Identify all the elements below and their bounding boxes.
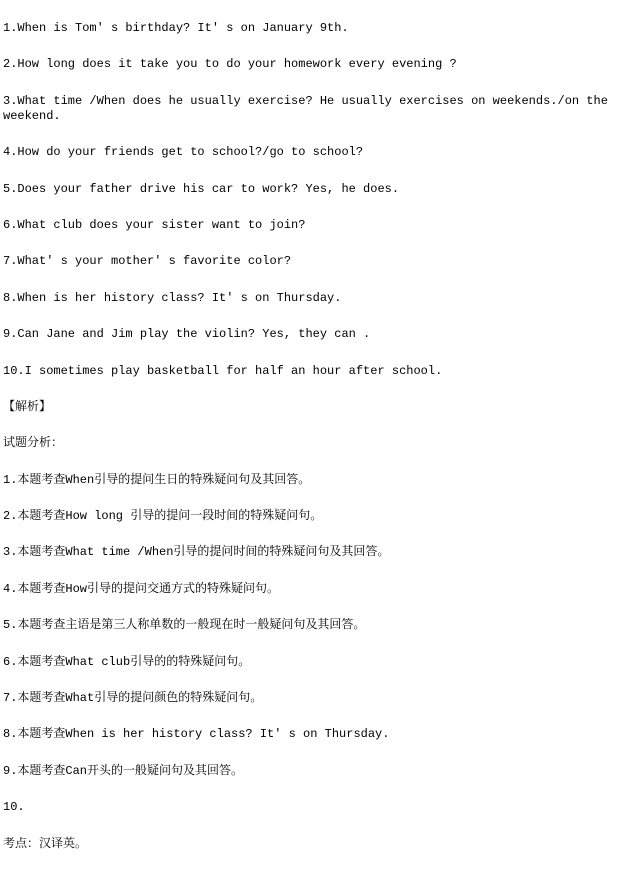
analysis-item-10: 10. bbox=[3, 800, 25, 815]
analysis-item-1: 1.本题考查When引导的提问生日的特殊疑问句及其回答。 bbox=[3, 472, 311, 487]
question-line-3: 3.What time /When does he usually exercise? He usually exercises on weekends./on the weekend. bbox=[3, 93, 608, 123]
analysis-item-2: 2.本题考查How long 引导的提问一段时间的特殊疑问句。 bbox=[3, 509, 323, 524]
question-line-8: 8.When is her history class? It' s on Thursday. bbox=[3, 290, 342, 305]
analysis-subheader: 试题分析： bbox=[3, 436, 64, 451]
analysis-item-4: 4.本题考查How引导的提问交通方式的特殊疑问句。 bbox=[3, 581, 280, 596]
question-line-2: 2.How long does it take you to do your homework every evening ? bbox=[3, 57, 457, 72]
question-line-4: 4.How do your friends get to school?/go to school? bbox=[3, 145, 364, 160]
analysis-header: 【解析】 bbox=[3, 399, 52, 414]
exam-point-line: 考点：汉译英。 bbox=[3, 836, 88, 851]
question-line-7: 7.What' s your mother' s favorite color? bbox=[3, 254, 292, 269]
exam-document bbox=[3, 21, 628, 852]
analysis-item-9: 9.本题考查Can开头的一般疑问句及其回答。 bbox=[3, 763, 244, 778]
analysis-section bbox=[3, 400, 628, 852]
question-line-6: 6.What club does your sister want to join? bbox=[3, 217, 306, 232]
question-line-5: 5.Does your father drive his car to work? Yes, he does. bbox=[3, 181, 400, 196]
question-line-9: 9.Can Jane and Jim play the violin? Yes, they can . bbox=[3, 327, 371, 342]
analysis-item-5: 5.本题考查主语是第三人称单数的一般现在时一般疑问句及其回答。 bbox=[3, 618, 366, 633]
analysis-item-8: 8.本题考查When is her history class? It' s on Thursday. bbox=[3, 727, 390, 742]
question-line-10: 10.I sometimes play basketball for half an hour after school. bbox=[3, 363, 443, 378]
questions-section bbox=[3, 21, 628, 379]
analysis-item-6: 6.本题考查What club引导的的特殊疑问句。 bbox=[3, 654, 251, 669]
analysis-item-7: 7.本题考查What引导的提问颜色的特殊疑问句。 bbox=[3, 691, 263, 706]
question-line-1: 1.When is Tom' s birthday? It' s on January 9th. bbox=[3, 21, 349, 35]
analysis-item-3: 3.本题考查What time /When引导的提问时间的特殊疑问句及其回答。 bbox=[3, 545, 390, 560]
